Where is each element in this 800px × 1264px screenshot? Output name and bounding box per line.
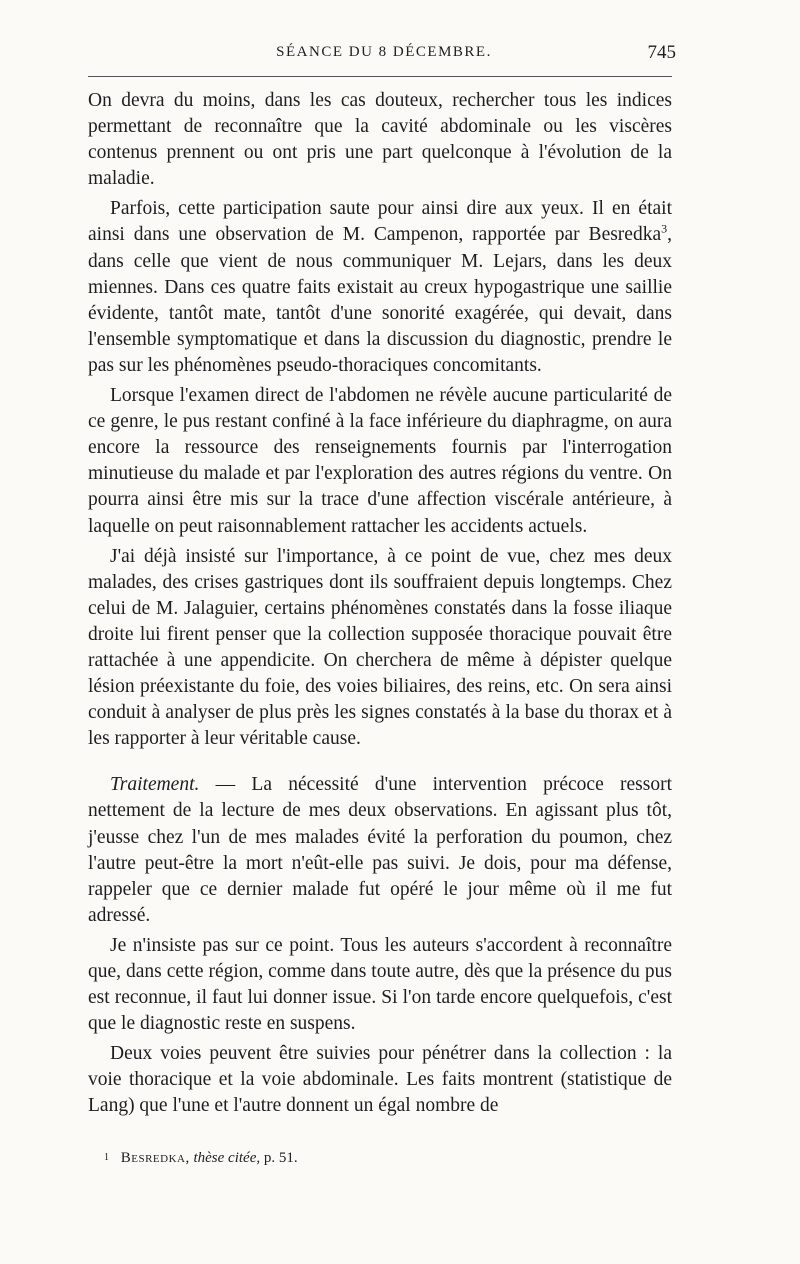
paragraph-1-text: On devra du moins, dans les cas douteux, rechercher tous les indices permettant de reconnaître que la cavité abdominale ou les viscères contenus prennent ou ont pris une part quelconque à l'évolution de la maladie.	[88, 90, 672, 190]
paragraph-7-text: Deux voies peuvent être suivies pour pénétrer dans la collection : la voie thoracique et la voie abdominale. Les faits montrent (statistique de Lang) que l'une et l'autre donnent un égal nombre de	[88, 1043, 672, 1117]
section-lead: Traitement.	[110, 774, 200, 796]
body-text	[88, 88, 672, 1120]
paragraph-2-text-after: , dans celle que vient de nous communiquer M. Lejars, dans les deux miennes. Dans ces quatre faits existait au creux hypogastrique une saillie évidente, tantôt mate, tantôt d'une sonorité exagérée, qui devait, dans l'ensemble symptomatique et dans la discussion du diagnostic, prendre le pas sur les phénomènes pseudo-thoraciques concomitants.	[88, 224, 672, 376]
page-header	[88, 38, 680, 68]
paragraph-1	[88, 88, 672, 192]
running-head: SÉANCE DU 8 DÉCEMBRE.	[276, 44, 492, 60]
paragraph-4	[88, 544, 672, 753]
footnote-author: Besredka,	[120, 1150, 190, 1166]
paragraph-7	[88, 1041, 672, 1119]
page-number: 745	[647, 42, 676, 63]
paragraph-3	[88, 383, 672, 540]
footnote-work: thèse citée,	[193, 1150, 261, 1166]
paragraph-2-text-before: Parfois, cette participation saute pour ainsi dire aux yeux. Il en était ainsi dans une observation de M. Campenon, rapportée par Besredka	[88, 198, 672, 246]
paragraph-2	[88, 196, 672, 379]
header-rule	[88, 76, 672, 77]
footnote-mark: 1	[104, 1152, 109, 1163]
paragraph-6-text: Je n'insiste pas sur ce point. Tous les auteurs s'accordent à reconnaître que, dans cette région, comme dans toute autre, dès que la présence du pus est reconnue, il faut lui donner issue. Si l'on tarde encore quelquefois, c'est que le diagnostic reste en suspens.	[88, 934, 672, 1035]
paragraph-5-text: — La nécessité d'une intervention précoce ressort nettement de la lecture de mes deux observations. En agissant plus tôt, j'eusse chez l'un de mes malades évité la perforation du poumon, chez l'autre peut-être la mort n'eût-elle pas suivi. Je dois, pour ma défense, rappeler que ce dernier malade fut opéré le jour même où il me fut adressé.	[88, 774, 672, 926]
paragraph-4-text: J'ai déjà insisté sur l'importance, à ce point de vue, chez mes deux malades, des crises gastriques dont ils souffraient depuis longtemps. Chez celui de M. Jalaguier, certains phénomènes constatés dans la fosse iliaque droite lui firent penser que la collection supposée thoracique pouvait être rattachée à une appendicite. On cherchera de même à dépister quelque lésion préexistante du foie, des voies biliaires, des reins, etc. On sera ainsi conduit à analyser de plus près les signes constatés à la base du thorax et à les rapporter à leur véritable cause.	[88, 545, 672, 750]
paragraph-5	[88, 772, 672, 929]
footnote	[88, 1148, 688, 1168]
footnote-page: p. 51.	[263, 1150, 298, 1166]
paragraph-3-text: Lorsque l'examen direct de l'abdomen ne révèle aucune particularité de ce genre, le pus restant confiné à la face inférieure du diaphragme, on aura encore la ressource des renseignements fournis par l'interrogation minutieuse du malade et par l'exploration des autres régions du ventre. On pourra ainsi être mis sur la trace d'une affection viscérale antérieure, à laquelle on peut raisonnablement rattacher les accidents actuels.	[88, 385, 672, 537]
paragraph-6	[88, 933, 672, 1037]
footnote-reference: 3	[661, 221, 668, 236]
